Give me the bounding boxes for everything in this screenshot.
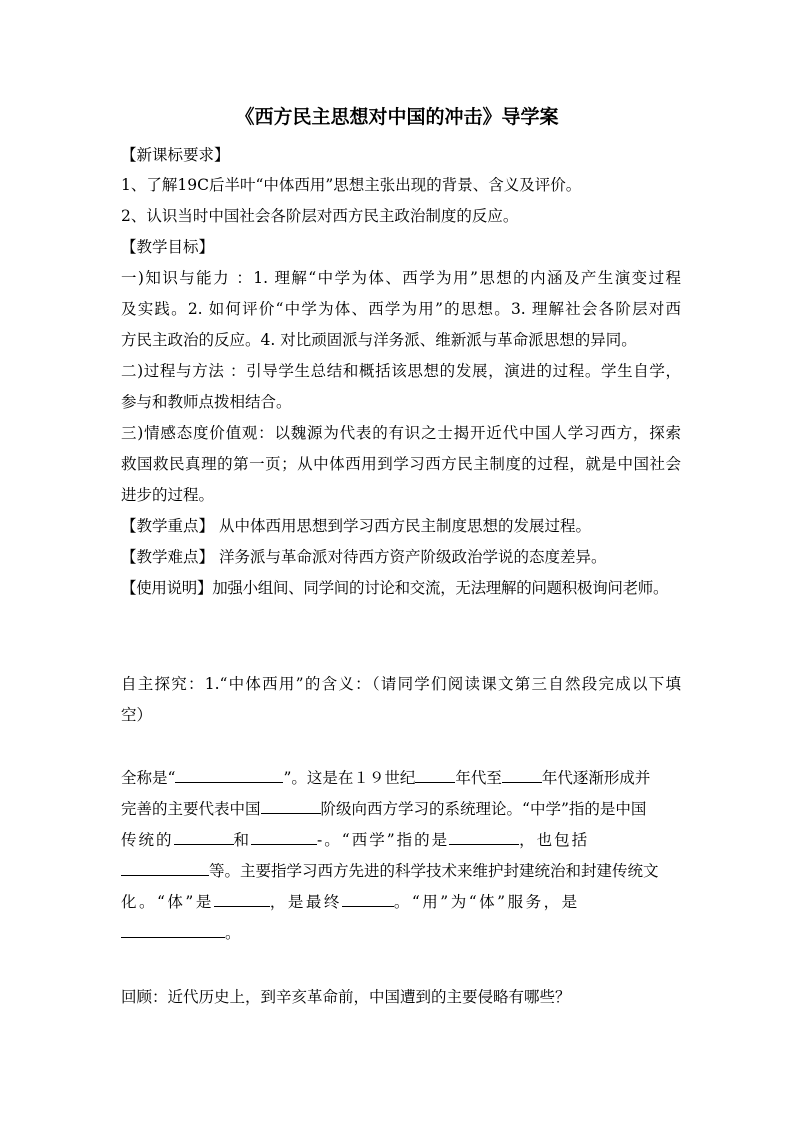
key-point-label: 【教学重点】 [121, 517, 215, 535]
fill-blank[interactable] [121, 922, 225, 938]
usage-text: 加强小组间、同学间的讨论和交流，无法理解的问题积极询问老师。 [212, 579, 669, 597]
fill-text: 年代至 [455, 769, 502, 787]
fill-blank[interactable] [342, 891, 394, 907]
fill-line-5 [121, 891, 681, 912]
fill-text: 完善的主要代表中国 [121, 800, 261, 818]
fill-text: 全称是“ [121, 769, 176, 787]
goal-3-line-2: 救国救民真理的第一页；从中体西用到学习西方民主制度的过程，就是中国社会 [121, 455, 681, 473]
fill-blank[interactable] [121, 860, 209, 876]
fill-blank[interactable] [175, 767, 283, 783]
fill-line-6 [121, 922, 681, 943]
fill-blank[interactable] [251, 829, 317, 845]
usage-line [121, 578, 681, 598]
fill-line-4 [121, 860, 681, 881]
key-point-text: 从中体西用思想到学习西方民主制度思想的发展过程。 [214, 517, 591, 535]
fill-text: 阶级向西方学习的系统理论。“中学”指的是中国 [320, 800, 647, 818]
goal-1-line-3: 方民主政治的反应。4. 对比顽固派与洋务派、维新派与革命派思想的异同。 [121, 331, 637, 349]
fill-line-2 [121, 798, 681, 819]
review-question: 回顾：近代历史上，到辛亥革命前，中国遭到的主要侵略有哪些？ [121, 988, 571, 1006]
goal-2-line-1: 二)过程与方法 ：引导学生总结和概括该思想的发展，演进的过程。学生自学， [121, 362, 681, 380]
fill-text: ，也包括 [519, 831, 590, 849]
goal-3-line-1: 三)情感态度价值观：以魏源为代表的有识之士揭开近代中国人学习西方，探索 [121, 424, 681, 442]
fill-blank[interactable] [502, 767, 542, 783]
difficulty-text: 洋务派与革命派对待西方资产阶级政治学说的态度差异。 [214, 548, 607, 566]
fill-text: 化。“体”是 [121, 893, 214, 911]
fill-text: -。“西学”指的是 [317, 831, 450, 849]
fill-text: ”。这是在１９世纪 [283, 769, 416, 787]
self-explore-line-2: 空） [121, 706, 153, 724]
difficulty-line [121, 547, 681, 567]
goal-3-line-3: 进步的过程。 [121, 486, 215, 504]
fill-text: 。 [225, 924, 241, 942]
fill-blank[interactable] [214, 891, 270, 907]
section-heading-new-standard: 【新课标要求】 [121, 146, 230, 164]
fill-text: 和 [233, 831, 252, 849]
fill-text: 。“用”为“体”服务，是 [393, 893, 580, 911]
standard-item-2: 2、认识当时中国社会各阶层对西方民主政治制度的反应。 [121, 207, 519, 225]
document-title: 《西方民主思想对中国的冲击》导学案 [235, 106, 559, 128]
fill-blank[interactable] [174, 829, 234, 845]
goal-1-line-2: 及实践。2. 如何评价“中学为体、西学为用”的思想。3. 理解社会各阶层对西 [121, 300, 681, 318]
section-heading-goals: 【教学目标】 [121, 238, 215, 256]
goal-2-line-2: 参与和教师点拨相结合。 [121, 393, 292, 411]
fill-text: 等。主要指学习西方先进的科学技术来维护封建统治和封建传统文 [209, 862, 659, 880]
fill-text: 年代逐渐形成并 [541, 769, 651, 787]
key-point-line [121, 516, 681, 536]
fill-line-3 [121, 829, 681, 850]
self-explore-line-1: 自主探究：1.“中体西用”的含义：（请同学们阅读课文第三自然段完成以下填 [121, 675, 681, 693]
fill-line-1 [121, 767, 681, 788]
fill-blank[interactable] [415, 767, 455, 783]
fill-text: ，是最终 [269, 893, 342, 911]
usage-label: 【使用说明】 [121, 579, 213, 597]
fill-blank[interactable] [261, 798, 321, 814]
difficulty-label: 【教学难点】 [121, 548, 215, 566]
standard-item-1: 1、了解19C后半叶“中体西用”思想主张出现的背景、含义及评价。 [121, 176, 582, 194]
fill-text: 传统的 [121, 831, 174, 849]
fill-blank[interactable] [449, 829, 519, 845]
goal-1-line-1: 一)知识与能力 ：1. 理解“中学为体、西学为用”思想的内涵及产生演变过程 [121, 269, 681, 287]
